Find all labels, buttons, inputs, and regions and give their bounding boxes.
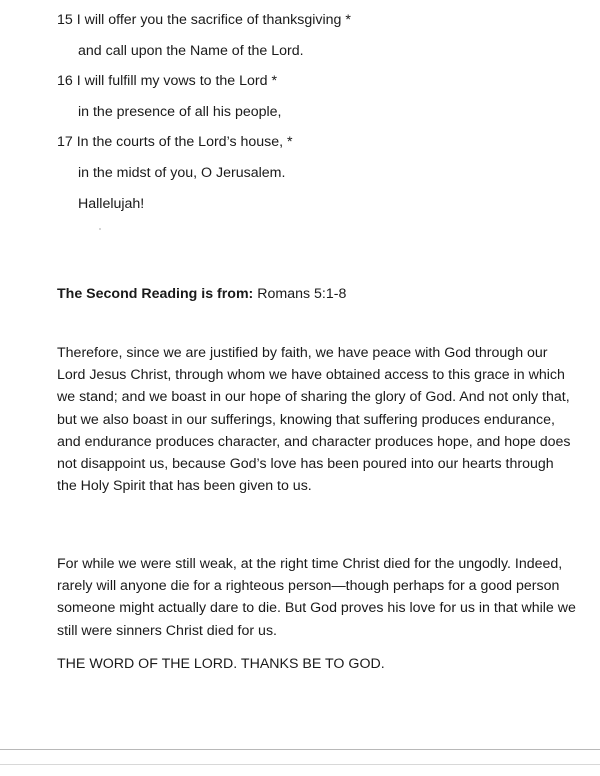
psalm-line: 17 In the courts of the Lord’s house, * [57,134,293,151]
psalm-line: 16 I will fulfill my vows to the Lord * [57,73,277,90]
psalm-line: in the presence of all his people, [78,103,282,120]
psalm-line: 15 I will offer you the sacrifice of thanksgiving * [57,12,351,28]
reading-citation: Romans 5:1-8 [257,286,347,302]
reading-paragraph: For while we were still weak, at the right time Christ died for the ungodly. Indeed, rarely will anyone die for a righteous person—though perhaps for a good person someone might actually dare to die. But God proves his love for us in that while we still were sinners Christ died for us. [57,556,576,639]
psalm-line: in the midst of you, O Jerusalem. [78,164,286,181]
reading-paragraph: Therefore, since we are justified by faith, we have peace with God through our Lord Jesus Christ, through whom we have obtained access to this grace in which we stand; and we boast in our hope of sharing the glory of God. And not only that, but we also boast in our sufferings, knowing that suffering produces endurance, and endurance produces character, and character produces hope, and hope does not disappoint us, because God’s love has been poured into our hearts through the Holy Spirit that has been given to us. [57,345,571,495]
scan-speck [99,228,101,230]
second-reading-heading [57,284,346,304]
page-bottom-rule [0,764,600,765]
reading-closing: THE WORD OF THE LORD. THANKS BE TO GOD. [57,656,385,672]
psalm-line: and call upon the Name of the Lord. [78,42,304,59]
psalm-line: Hallelujah! [78,195,145,212]
reading-heading-label: The Second Reading is from: [57,286,254,302]
page-bottom-rule [0,749,600,750]
psalm-section [57,10,577,224]
